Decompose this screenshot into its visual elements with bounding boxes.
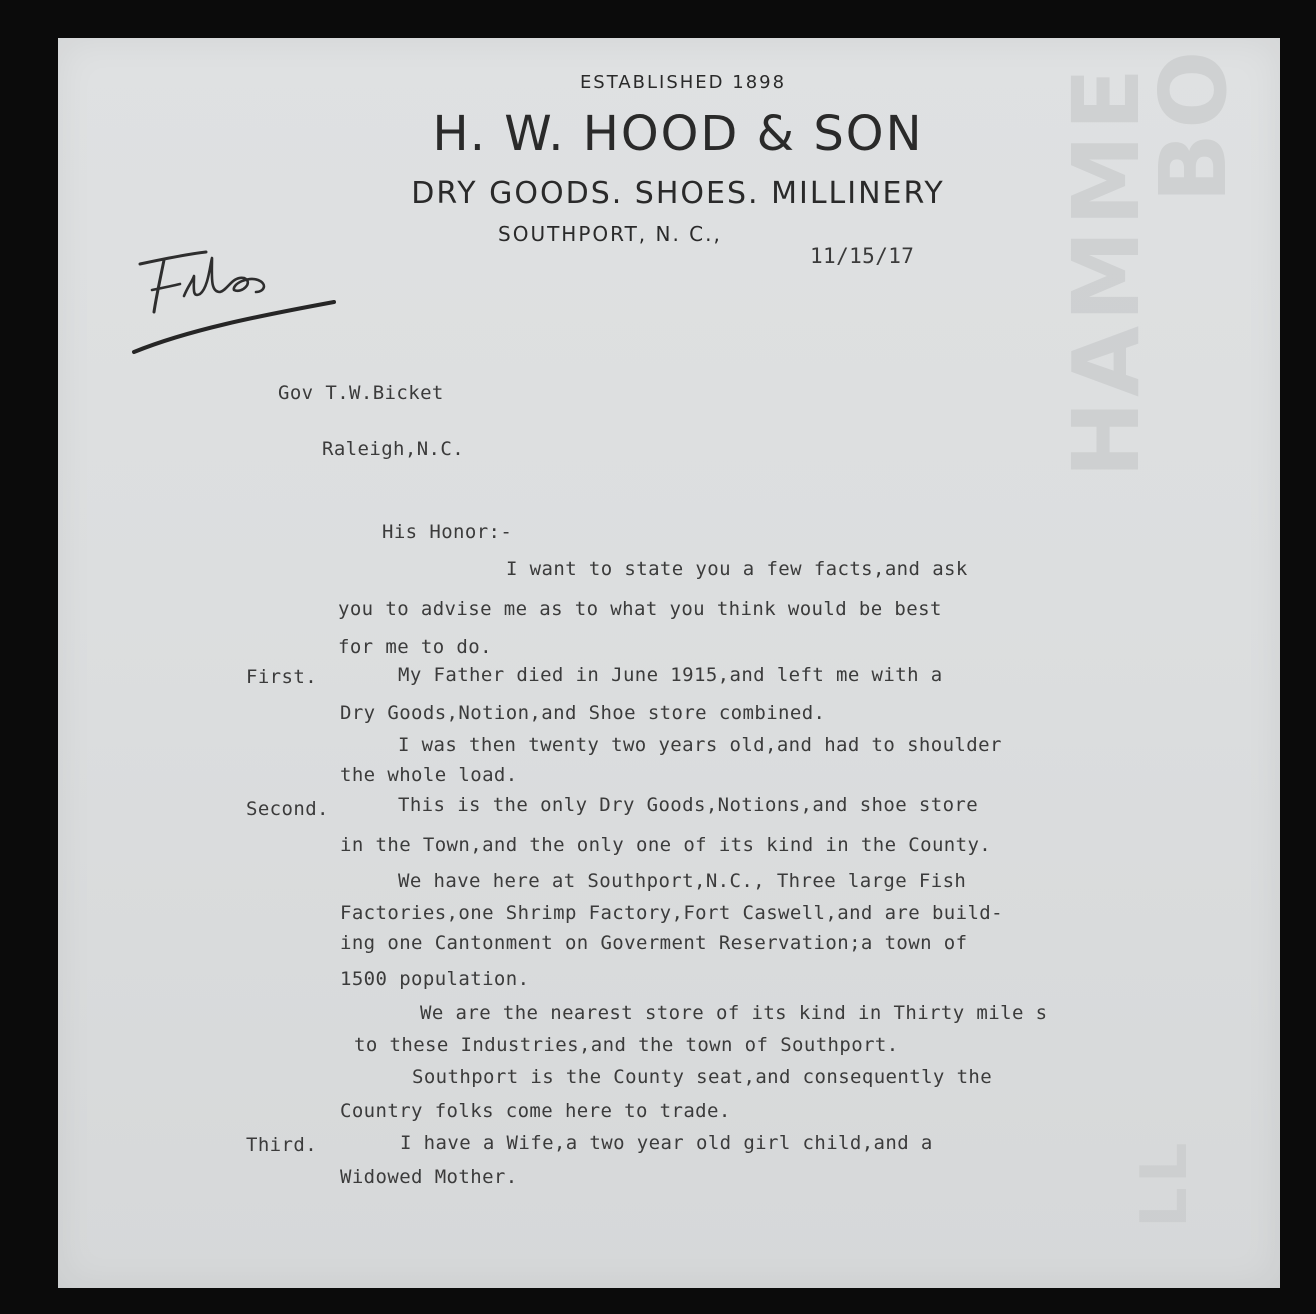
- letter-date: 11/15/17: [810, 244, 915, 268]
- section-label-second: Second.: [246, 798, 329, 820]
- letterhead-business-line: DRY GOODS. SHOES. MILLINERY: [411, 176, 945, 211]
- body-line: 1500 population.: [340, 968, 530, 990]
- watermark-text: LL: [1128, 1138, 1202, 1228]
- body-line: ing one Cantonment on Goverment Reservation;a town of: [340, 932, 968, 954]
- handwritten-note-text: File: [128, 236, 130, 237]
- salutation: His Honor:-: [382, 521, 513, 543]
- body-line: We have here at Southport,N.C., Three large Fish: [398, 870, 967, 892]
- body-line: My Father died in June 1915,and left me with a: [398, 664, 943, 686]
- body-line: you to advise me as to what you think would be best: [338, 598, 942, 620]
- watermark-text: HAMME: [1053, 63, 1160, 478]
- letterhead-firm-name: H. W. HOOD & SON: [432, 106, 924, 162]
- body-line: This is the only Dry Goods,Notions,and shoe store: [398, 794, 979, 816]
- watermark-text: BO: [1140, 46, 1247, 203]
- addressee-name: Gov T.W.Bicket: [278, 382, 444, 404]
- body-line: Widowed Mother.: [340, 1166, 518, 1188]
- body-line: Factories,one Shrimp Factory,Fort Caswell,and are build-: [340, 902, 1003, 924]
- letter-page: [58, 38, 1280, 1288]
- body-line: Dry Goods,Notion,and Shoe store combined.: [340, 702, 826, 724]
- body-line: I have a Wife,a two year old girl child,and a: [400, 1132, 933, 1154]
- addressee-city: Raleigh,N.C.: [322, 438, 465, 460]
- body-line: the whole load.: [340, 764, 518, 786]
- section-label-third: Third.: [246, 1134, 318, 1156]
- body-line: for me to do.: [338, 636, 492, 658]
- body-line: in the Town,and the only one of its kind in the County.: [340, 834, 992, 856]
- letterhead-place: SOUTHPORT, N. C.,: [498, 222, 722, 246]
- body-line: I want to state you a few facts,and ask: [506, 558, 968, 580]
- handwritten-file-note: [128, 236, 338, 356]
- body-line: I was then twenty two years old,and had to shoulder: [398, 734, 1002, 756]
- section-label-first: First.: [246, 666, 318, 688]
- letterhead-established: ESTABLISHED 1898: [579, 72, 787, 93]
- body-line: to these Industries,and the town of Southport.: [354, 1034, 899, 1056]
- body-line: We are the nearest store of its kind in Thirty mile s: [420, 1002, 1048, 1024]
- body-line: Southport is the County seat,and consequently the: [412, 1066, 993, 1088]
- body-line: Country folks come here to trade.: [340, 1100, 731, 1122]
